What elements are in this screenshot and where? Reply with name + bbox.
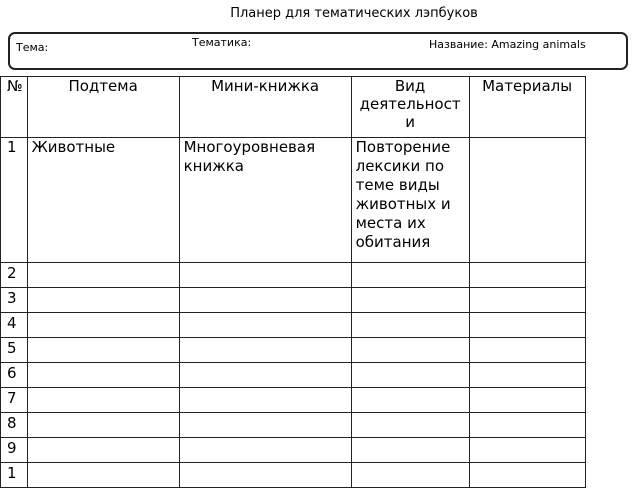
cell-subtopic <box>27 263 179 288</box>
cell-number: 7 <box>1 388 28 413</box>
table-header-row <box>1 77 586 138</box>
topic-label: Тематика: <box>192 36 252 49</box>
cell-number: 3 <box>1 288 28 313</box>
cell-mini-book <box>179 438 351 463</box>
cell-subtopic: Животные <box>27 138 179 263</box>
cell-materials <box>469 388 585 413</box>
cell-mini-book <box>179 413 351 438</box>
column-header-subtopic: Подтема <box>27 77 179 138</box>
table-row <box>1 138 586 263</box>
cell-activity <box>351 363 469 388</box>
cell-subtopic <box>27 288 179 313</box>
cell-materials <box>469 263 585 288</box>
name-label: Название: Amazing animals <box>429 38 586 51</box>
activity-header-line1: Вид <box>394 77 426 95</box>
table-row <box>1 263 586 288</box>
cell-activity <box>351 338 469 363</box>
column-header-mini-book: Мини-книжка <box>179 77 351 138</box>
theme-box <box>8 32 628 70</box>
cell-subtopic <box>27 363 179 388</box>
cell-number: 4 <box>1 313 28 338</box>
cell-activity <box>351 438 469 463</box>
column-header-activity <box>351 77 469 138</box>
activity-header-line3: и <box>405 113 415 131</box>
cell-activity <box>351 288 469 313</box>
cell-materials <box>469 138 585 263</box>
table-row <box>1 438 586 463</box>
cell-activity <box>351 463 469 488</box>
cell-activity <box>351 413 469 438</box>
cell-mini-book: Многоуровневая книжка <box>179 138 351 263</box>
table-row <box>1 463 586 488</box>
cell-materials <box>469 313 585 338</box>
cell-subtopic <box>27 413 179 438</box>
cell-materials <box>469 338 585 363</box>
planner-table <box>0 76 586 488</box>
cell-subtopic <box>27 463 179 488</box>
activity-header-line2: деятельност <box>359 95 461 113</box>
cell-number: 2 <box>1 263 28 288</box>
cell-mini-book <box>179 263 351 288</box>
cell-materials <box>469 438 585 463</box>
cell-number: 1 <box>1 138 28 263</box>
cell-number: 1 <box>1 463 28 488</box>
cell-subtopic <box>27 313 179 338</box>
cell-activity <box>351 388 469 413</box>
table-row <box>1 413 586 438</box>
cell-activity <box>351 263 469 288</box>
cell-mini-book <box>179 463 351 488</box>
table-row <box>1 288 586 313</box>
cell-number: 6 <box>1 363 28 388</box>
table-row <box>1 363 586 388</box>
cell-activity <box>351 313 469 338</box>
page-title: Планер для тематических лэпбуков <box>230 6 478 21</box>
cell-subtopic <box>27 338 179 363</box>
cell-subtopic <box>27 388 179 413</box>
table-row <box>1 338 586 363</box>
column-header-number: № <box>1 77 28 138</box>
cell-materials <box>469 413 585 438</box>
cell-number: 8 <box>1 413 28 438</box>
cell-number: 9 <box>1 438 28 463</box>
cell-materials <box>469 463 585 488</box>
cell-activity: Повторение лексики по теме виды животных и места их обитания <box>351 138 469 263</box>
table-row <box>1 388 586 413</box>
cell-subtopic <box>27 438 179 463</box>
cell-mini-book <box>179 313 351 338</box>
cell-mini-book <box>179 288 351 313</box>
cell-materials <box>469 288 585 313</box>
column-header-materials: Материалы <box>469 77 585 138</box>
cell-mini-book <box>179 363 351 388</box>
cell-number: 5 <box>1 338 28 363</box>
cell-mini-book <box>179 338 351 363</box>
table-row <box>1 313 586 338</box>
cell-materials <box>469 363 585 388</box>
theme-label: Тема: <box>16 41 49 54</box>
cell-mini-book <box>179 388 351 413</box>
